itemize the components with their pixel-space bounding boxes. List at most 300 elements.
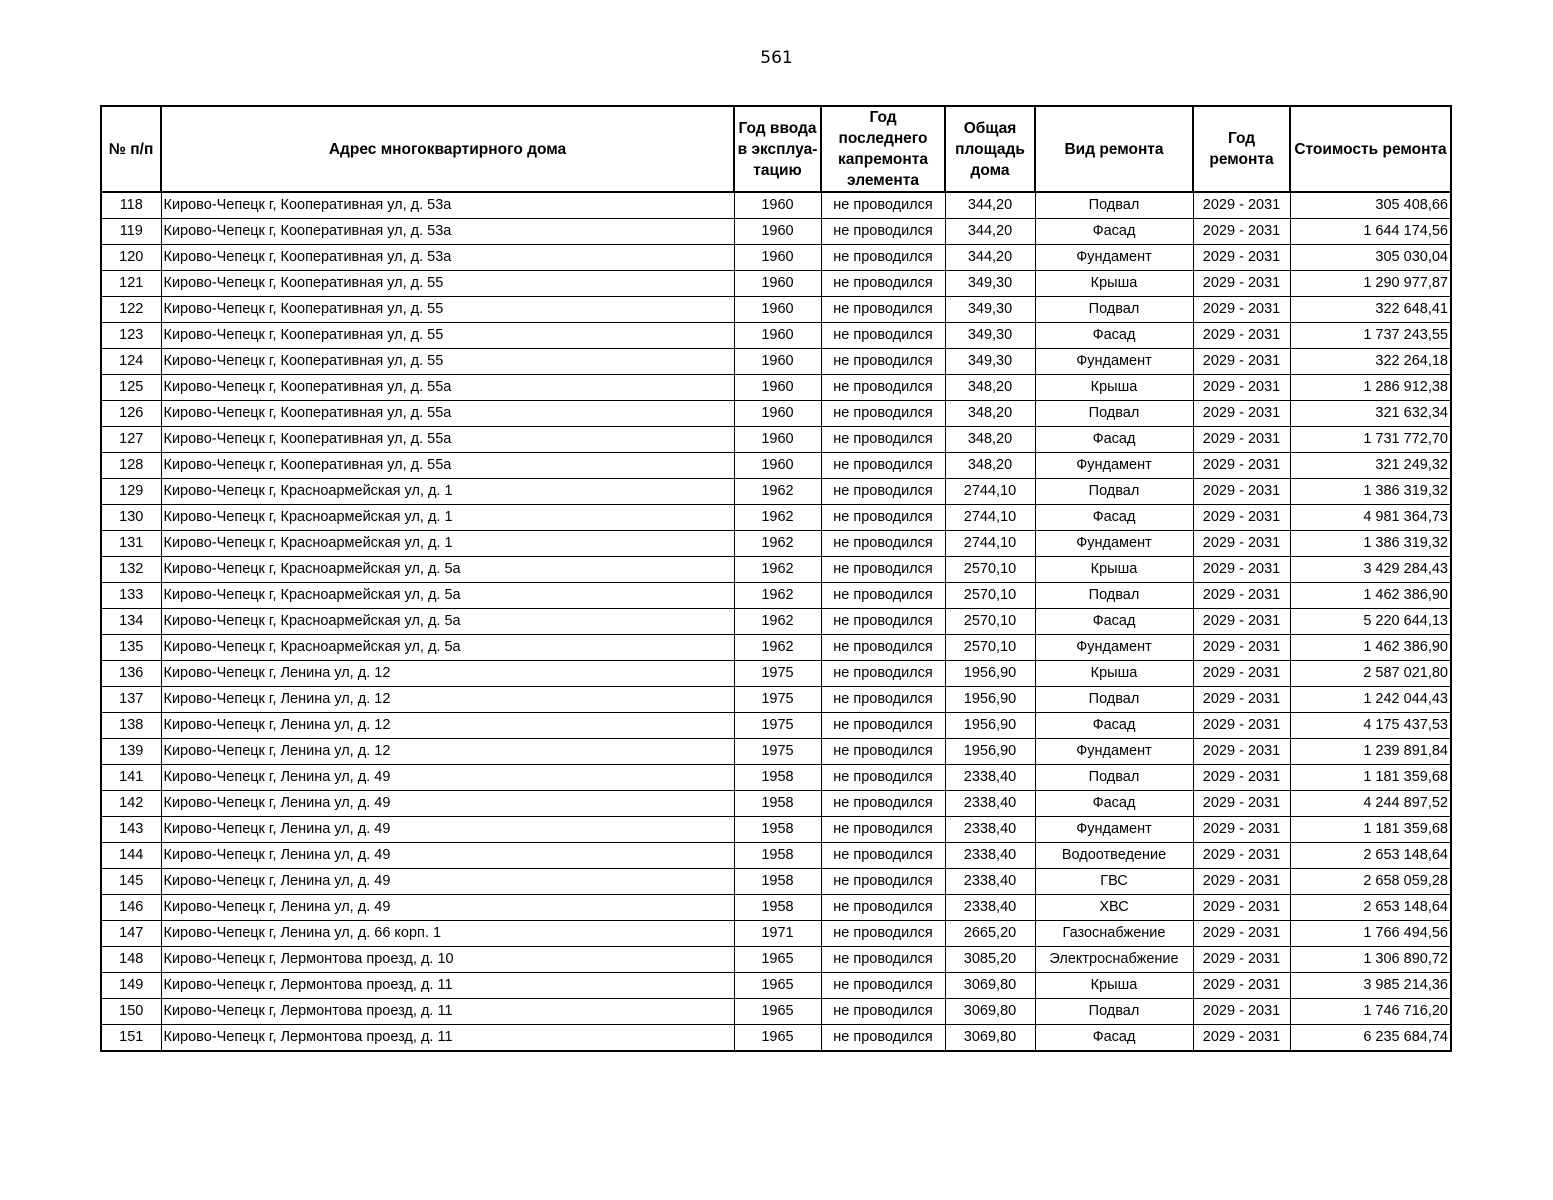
cell-number: 149 xyxy=(101,973,161,999)
cell-last-repair: не проводился xyxy=(821,192,945,219)
repair-schedule-table xyxy=(100,105,1452,1052)
cell-number: 127 xyxy=(101,427,161,453)
table-row xyxy=(101,739,1451,765)
cell-address: Кирово-Чепецк г, Ленина ул, д. 12 xyxy=(161,739,734,765)
cell-number: 141 xyxy=(101,765,161,791)
cell-commission-year: 1958 xyxy=(734,791,821,817)
header-repair-year: Год ремонта xyxy=(1193,106,1290,192)
header-repair-type: Вид ремонта xyxy=(1035,106,1193,192)
cell-commission-year: 1958 xyxy=(734,843,821,869)
cell-number: 137 xyxy=(101,687,161,713)
cell-last-repair: не проводился xyxy=(821,401,945,427)
cell-last-repair: не проводился xyxy=(821,609,945,635)
cell-last-repair: не проводился xyxy=(821,999,945,1025)
cell-repair-period: 2029 - 2031 xyxy=(1193,479,1290,505)
cell-commission-year: 1960 xyxy=(734,219,821,245)
cell-repair-type: Подвал xyxy=(1035,192,1193,219)
cell-commission-year: 1960 xyxy=(734,192,821,219)
cell-total-area: 349,30 xyxy=(945,271,1035,297)
cell-address: Кирово-Чепецк г, Ленина ул, д. 66 корп. 1 xyxy=(161,921,734,947)
cell-repair-period: 2029 - 2031 xyxy=(1193,453,1290,479)
table-row xyxy=(101,609,1451,635)
cell-repair-cost: 1 181 359,68 xyxy=(1290,817,1451,843)
cell-number: 129 xyxy=(101,479,161,505)
cell-commission-year: 1962 xyxy=(734,505,821,531)
cell-repair-type: Фундамент xyxy=(1035,739,1193,765)
cell-repair-period: 2029 - 2031 xyxy=(1193,791,1290,817)
cell-total-area: 1956,90 xyxy=(945,739,1035,765)
cell-repair-cost: 1 242 044,43 xyxy=(1290,687,1451,713)
cell-total-area: 2338,40 xyxy=(945,869,1035,895)
cell-number: 139 xyxy=(101,739,161,765)
cell-repair-cost: 1 386 319,32 xyxy=(1290,479,1451,505)
cell-repair-cost: 1 746 716,20 xyxy=(1290,999,1451,1025)
cell-total-area: 2744,10 xyxy=(945,505,1035,531)
cell-commission-year: 1965 xyxy=(734,1025,821,1052)
cell-number: 124 xyxy=(101,349,161,375)
cell-total-area: 2744,10 xyxy=(945,531,1035,557)
cell-address: Кирово-Чепецк г, Кооперативная ул, д. 55а xyxy=(161,453,734,479)
cell-total-area: 2570,10 xyxy=(945,557,1035,583)
cell-repair-type: Подвал xyxy=(1035,297,1193,323)
cell-number: 128 xyxy=(101,453,161,479)
cell-number: 147 xyxy=(101,921,161,947)
cell-repair-period: 2029 - 2031 xyxy=(1193,583,1290,609)
cell-last-repair: не проводился xyxy=(821,219,945,245)
cell-repair-type: Подвал xyxy=(1035,479,1193,505)
header-number: № п/п xyxy=(101,106,161,192)
cell-repair-cost: 1 462 386,90 xyxy=(1290,635,1451,661)
cell-commission-year: 1960 xyxy=(734,323,821,349)
cell-commission-year: 1962 xyxy=(734,479,821,505)
table-row xyxy=(101,765,1451,791)
cell-total-area: 2570,10 xyxy=(945,635,1035,661)
cell-total-area: 344,20 xyxy=(945,245,1035,271)
cell-repair-type: Фасад xyxy=(1035,505,1193,531)
cell-address: Кирово-Чепецк г, Ленина ул, д. 49 xyxy=(161,791,734,817)
cell-number: 131 xyxy=(101,531,161,557)
cell-total-area: 3069,80 xyxy=(945,999,1035,1025)
cell-address: Кирово-Чепецк г, Красноармейская ул, д. 1 xyxy=(161,505,734,531)
table-row xyxy=(101,453,1451,479)
cell-total-area: 3069,80 xyxy=(945,1025,1035,1052)
cell-last-repair: не проводился xyxy=(821,661,945,687)
table-row xyxy=(101,271,1451,297)
cell-commission-year: 1962 xyxy=(734,531,821,557)
table-header-row xyxy=(101,106,1451,192)
cell-commission-year: 1975 xyxy=(734,713,821,739)
cell-repair-cost: 1 766 494,56 xyxy=(1290,921,1451,947)
cell-address: Кирово-Чепецк г, Кооперативная ул, д. 55 xyxy=(161,349,734,375)
cell-total-area: 348,20 xyxy=(945,427,1035,453)
cell-repair-type: Крыша xyxy=(1035,271,1193,297)
cell-address: Кирово-Чепецк г, Ленина ул, д. 49 xyxy=(161,895,734,921)
cell-last-repair: не проводился xyxy=(821,1025,945,1052)
table-row xyxy=(101,1025,1451,1052)
table-row xyxy=(101,687,1451,713)
cell-repair-period: 2029 - 2031 xyxy=(1193,817,1290,843)
cell-address: Кирово-Чепецк г, Ленина ул, д. 49 xyxy=(161,843,734,869)
cell-address: Кирово-Чепецк г, Кооперативная ул, д. 53а xyxy=(161,219,734,245)
cell-repair-cost: 1 286 912,38 xyxy=(1290,375,1451,401)
cell-total-area: 348,20 xyxy=(945,375,1035,401)
cell-total-area: 2665,20 xyxy=(945,921,1035,947)
cell-repair-period: 2029 - 2031 xyxy=(1193,843,1290,869)
cell-commission-year: 1960 xyxy=(734,297,821,323)
cell-repair-period: 2029 - 2031 xyxy=(1193,1025,1290,1052)
cell-total-area: 2744,10 xyxy=(945,479,1035,505)
cell-repair-period: 2029 - 2031 xyxy=(1193,869,1290,895)
cell-last-repair: не проводился xyxy=(821,713,945,739)
table-row xyxy=(101,401,1451,427)
cell-repair-type: Крыша xyxy=(1035,973,1193,999)
cell-total-area: 349,30 xyxy=(945,349,1035,375)
cell-address: Кирово-Чепецк г, Кооперативная ул, д. 55 xyxy=(161,271,734,297)
cell-repair-type: ГВС xyxy=(1035,869,1193,895)
cell-repair-cost: 1 737 243,55 xyxy=(1290,323,1451,349)
cell-repair-period: 2029 - 2031 xyxy=(1193,505,1290,531)
cell-commission-year: 1960 xyxy=(734,245,821,271)
cell-commission-year: 1958 xyxy=(734,869,821,895)
cell-total-area: 1956,90 xyxy=(945,713,1035,739)
table-row xyxy=(101,245,1451,271)
cell-commission-year: 1960 xyxy=(734,375,821,401)
cell-repair-type: Водоотведение xyxy=(1035,843,1193,869)
cell-repair-type: Подвал xyxy=(1035,687,1193,713)
cell-repair-cost: 1 290 977,87 xyxy=(1290,271,1451,297)
cell-address: Кирово-Чепецк г, Красноармейская ул, д. 5а xyxy=(161,635,734,661)
cell-repair-period: 2029 - 2031 xyxy=(1193,349,1290,375)
cell-repair-cost: 1 306 890,72 xyxy=(1290,947,1451,973)
cell-repair-type: Подвал xyxy=(1035,401,1193,427)
cell-total-area: 2338,40 xyxy=(945,817,1035,843)
cell-commission-year: 1958 xyxy=(734,895,821,921)
cell-total-area: 2338,40 xyxy=(945,843,1035,869)
cell-repair-type: Фасад xyxy=(1035,791,1193,817)
cell-number: 145 xyxy=(101,869,161,895)
cell-address: Кирово-Чепецк г, Красноармейская ул, д. 5а xyxy=(161,583,734,609)
cell-number: 132 xyxy=(101,557,161,583)
cell-repair-period: 2029 - 2031 xyxy=(1193,713,1290,739)
cell-repair-period: 2029 - 2031 xyxy=(1193,739,1290,765)
cell-repair-cost: 321 249,32 xyxy=(1290,453,1451,479)
cell-last-repair: не проводился xyxy=(821,349,945,375)
table-body xyxy=(101,192,1451,1051)
cell-commission-year: 1975 xyxy=(734,661,821,687)
cell-last-repair: не проводился xyxy=(821,505,945,531)
cell-address: Кирово-Чепецк г, Красноармейская ул, д. 1 xyxy=(161,531,734,557)
cell-repair-cost: 1 181 359,68 xyxy=(1290,765,1451,791)
cell-repair-period: 2029 - 2031 xyxy=(1193,635,1290,661)
cell-number: 142 xyxy=(101,791,161,817)
cell-commission-year: 1962 xyxy=(734,635,821,661)
cell-last-repair: не проводился xyxy=(821,557,945,583)
cell-address: Кирово-Чепецк г, Лермонтова проезд, д. 11 xyxy=(161,999,734,1025)
cell-address: Кирово-Чепецк г, Кооперативная ул, д. 55 xyxy=(161,323,734,349)
cell-repair-cost: 3 429 284,43 xyxy=(1290,557,1451,583)
cell-repair-cost: 4 981 364,73 xyxy=(1290,505,1451,531)
cell-total-area: 2338,40 xyxy=(945,791,1035,817)
cell-repair-period: 2029 - 2031 xyxy=(1193,765,1290,791)
cell-last-repair: не проводился xyxy=(821,323,945,349)
cell-number: 138 xyxy=(101,713,161,739)
cell-total-area: 349,30 xyxy=(945,323,1035,349)
cell-total-area: 344,20 xyxy=(945,219,1035,245)
cell-address: Кирово-Чепецк г, Кооперативная ул, д. 53а xyxy=(161,192,734,219)
cell-commission-year: 1962 xyxy=(734,583,821,609)
cell-address: Кирово-Чепецк г, Кооперативная ул, д. 53а xyxy=(161,245,734,271)
cell-address: Кирово-Чепецк г, Ленина ул, д. 12 xyxy=(161,661,734,687)
cell-commission-year: 1975 xyxy=(734,687,821,713)
cell-commission-year: 1960 xyxy=(734,401,821,427)
cell-commission-year: 1958 xyxy=(734,765,821,791)
cell-number: 144 xyxy=(101,843,161,869)
cell-repair-period: 2029 - 2031 xyxy=(1193,219,1290,245)
cell-number: 133 xyxy=(101,583,161,609)
cell-repair-period: 2029 - 2031 xyxy=(1193,921,1290,947)
cell-address: Кирово-Чепецк г, Кооперативная ул, д. 55а xyxy=(161,427,734,453)
cell-number: 120 xyxy=(101,245,161,271)
cell-repair-period: 2029 - 2031 xyxy=(1193,557,1290,583)
cell-repair-period: 2029 - 2031 xyxy=(1193,375,1290,401)
cell-repair-cost: 2 653 148,64 xyxy=(1290,895,1451,921)
cell-last-repair: не проводился xyxy=(821,739,945,765)
cell-last-repair: не проводился xyxy=(821,271,945,297)
cell-number: 119 xyxy=(101,219,161,245)
cell-commission-year: 1965 xyxy=(734,999,821,1025)
cell-commission-year: 1958 xyxy=(734,817,821,843)
cell-number: 150 xyxy=(101,999,161,1025)
table-row xyxy=(101,869,1451,895)
cell-repair-type: Фундамент xyxy=(1035,531,1193,557)
table-row xyxy=(101,661,1451,687)
cell-repair-period: 2029 - 2031 xyxy=(1193,609,1290,635)
table-row xyxy=(101,427,1451,453)
cell-repair-period: 2029 - 2031 xyxy=(1193,245,1290,271)
cell-commission-year: 1960 xyxy=(734,271,821,297)
cell-repair-type: Фундамент xyxy=(1035,817,1193,843)
table-row xyxy=(101,297,1451,323)
cell-repair-type: Фундамент xyxy=(1035,349,1193,375)
cell-repair-period: 2029 - 2031 xyxy=(1193,297,1290,323)
cell-repair-period: 2029 - 2031 xyxy=(1193,323,1290,349)
cell-number: 122 xyxy=(101,297,161,323)
cell-repair-period: 2029 - 2031 xyxy=(1193,687,1290,713)
cell-number: 121 xyxy=(101,271,161,297)
cell-total-area: 2338,40 xyxy=(945,895,1035,921)
cell-repair-cost: 1 239 891,84 xyxy=(1290,739,1451,765)
table-row xyxy=(101,323,1451,349)
cell-repair-type: Фасад xyxy=(1035,323,1193,349)
cell-address: Кирово-Чепецк г, Кооперативная ул, д. 55 xyxy=(161,297,734,323)
cell-repair-type: Фасад xyxy=(1035,1025,1193,1052)
cell-total-area: 3069,80 xyxy=(945,973,1035,999)
cell-repair-cost: 3 985 214,36 xyxy=(1290,973,1451,999)
table-row xyxy=(101,999,1451,1025)
header-commission-year: Год ввода в эксплуа-тацию xyxy=(734,106,821,192)
cell-last-repair: не проводился xyxy=(821,479,945,505)
table-row xyxy=(101,505,1451,531)
cell-total-area: 348,20 xyxy=(945,453,1035,479)
cell-last-repair: не проводился xyxy=(821,947,945,973)
cell-number: 134 xyxy=(101,609,161,635)
cell-last-repair: не проводился xyxy=(821,791,945,817)
table-row xyxy=(101,635,1451,661)
cell-address: Кирово-Чепецк г, Ленина ул, д. 49 xyxy=(161,817,734,843)
cell-last-repair: не проводился xyxy=(821,895,945,921)
cell-repair-period: 2029 - 2031 xyxy=(1193,192,1290,219)
cell-last-repair: не проводился xyxy=(821,375,945,401)
cell-number: 125 xyxy=(101,375,161,401)
cell-last-repair: не проводился xyxy=(821,869,945,895)
cell-address: Кирово-Чепецк г, Лермонтова проезд, д. 11 xyxy=(161,1025,734,1052)
cell-last-repair: не проводился xyxy=(821,583,945,609)
cell-address: Кирово-Чепецк г, Красноармейская ул, д. 1 xyxy=(161,479,734,505)
cell-total-area: 1956,90 xyxy=(945,661,1035,687)
cell-commission-year: 1965 xyxy=(734,947,821,973)
cell-repair-cost: 4 244 897,52 xyxy=(1290,791,1451,817)
cell-total-area: 2570,10 xyxy=(945,609,1035,635)
cell-number: 126 xyxy=(101,401,161,427)
cell-repair-cost: 321 632,34 xyxy=(1290,401,1451,427)
cell-total-area: 2570,10 xyxy=(945,583,1035,609)
cell-commission-year: 1960 xyxy=(734,427,821,453)
cell-repair-type: Фасад xyxy=(1035,427,1193,453)
cell-repair-period: 2029 - 2031 xyxy=(1193,973,1290,999)
table-row xyxy=(101,479,1451,505)
cell-repair-type: Крыша xyxy=(1035,375,1193,401)
cell-commission-year: 1962 xyxy=(734,609,821,635)
cell-number: 136 xyxy=(101,661,161,687)
cell-last-repair: не проводился xyxy=(821,973,945,999)
table-row xyxy=(101,713,1451,739)
cell-repair-period: 2029 - 2031 xyxy=(1193,271,1290,297)
cell-repair-type: Подвал xyxy=(1035,999,1193,1025)
cell-repair-cost: 2 658 059,28 xyxy=(1290,869,1451,895)
table-row xyxy=(101,947,1451,973)
cell-repair-cost: 322 264,18 xyxy=(1290,349,1451,375)
header-repair-cost: Стоимость ремонта xyxy=(1290,106,1451,192)
cell-address: Кирово-Чепецк г, Красноармейская ул, д. 5а xyxy=(161,557,734,583)
cell-number: 118 xyxy=(101,192,161,219)
cell-repair-type: Подвал xyxy=(1035,765,1193,791)
cell-number: 135 xyxy=(101,635,161,661)
cell-repair-cost: 4 175 437,53 xyxy=(1290,713,1451,739)
table-row xyxy=(101,973,1451,999)
cell-repair-type: Фасад xyxy=(1035,609,1193,635)
cell-total-area: 349,30 xyxy=(945,297,1035,323)
cell-repair-period: 2029 - 2031 xyxy=(1193,531,1290,557)
table-row xyxy=(101,219,1451,245)
cell-address: Кирово-Чепецк г, Ленина ул, д. 12 xyxy=(161,687,734,713)
cell-last-repair: не проводился xyxy=(821,453,945,479)
cell-repair-cost: 305 030,04 xyxy=(1290,245,1451,271)
cell-last-repair: не проводился xyxy=(821,817,945,843)
table-row xyxy=(101,583,1451,609)
cell-last-repair: не проводился xyxy=(821,427,945,453)
table-row xyxy=(101,843,1451,869)
cell-address: Кирово-Чепецк г, Красноармейская ул, д. 5а xyxy=(161,609,734,635)
cell-repair-cost: 2 587 021,80 xyxy=(1290,661,1451,687)
cell-repair-type: Крыша xyxy=(1035,661,1193,687)
cell-repair-cost: 1 386 319,32 xyxy=(1290,531,1451,557)
cell-repair-type: Газоснабжение xyxy=(1035,921,1193,947)
cell-address: Кирово-Чепецк г, Лермонтова проезд, д. 11 xyxy=(161,973,734,999)
cell-number: 148 xyxy=(101,947,161,973)
page-number: 561 xyxy=(760,48,793,68)
cell-number: 123 xyxy=(101,323,161,349)
table-row xyxy=(101,349,1451,375)
cell-commission-year: 1965 xyxy=(734,973,821,999)
cell-last-repair: не проводился xyxy=(821,635,945,661)
table-row xyxy=(101,791,1451,817)
cell-number: 151 xyxy=(101,1025,161,1052)
table-row xyxy=(101,817,1451,843)
header-last-repair-year: Год последнего капремонта элемента xyxy=(821,106,945,192)
cell-total-area: 344,20 xyxy=(945,192,1035,219)
cell-repair-cost: 6 235 684,74 xyxy=(1290,1025,1451,1052)
cell-repair-type: Крыша xyxy=(1035,557,1193,583)
cell-last-repair: не проводился xyxy=(821,245,945,271)
cell-commission-year: 1960 xyxy=(734,349,821,375)
cell-last-repair: не проводился xyxy=(821,297,945,323)
cell-address: Кирово-Чепецк г, Ленина ул, д. 49 xyxy=(161,869,734,895)
cell-total-area: 2338,40 xyxy=(945,765,1035,791)
cell-address: Кирово-Чепецк г, Ленина ул, д. 12 xyxy=(161,713,734,739)
cell-repair-cost: 1 644 174,56 xyxy=(1290,219,1451,245)
cell-last-repair: не проводился xyxy=(821,843,945,869)
cell-total-area: 3085,20 xyxy=(945,947,1035,973)
table-row xyxy=(101,895,1451,921)
cell-total-area: 1956,90 xyxy=(945,687,1035,713)
cell-total-area: 348,20 xyxy=(945,401,1035,427)
table-row xyxy=(101,192,1451,219)
cell-commission-year: 1975 xyxy=(734,739,821,765)
header-address: Адрес многоквартирного дома xyxy=(161,106,734,192)
cell-repair-cost: 305 408,66 xyxy=(1290,192,1451,219)
cell-last-repair: не проводился xyxy=(821,921,945,947)
cell-repair-period: 2029 - 2031 xyxy=(1193,401,1290,427)
cell-repair-cost: 2 653 148,64 xyxy=(1290,843,1451,869)
cell-repair-cost: 1 462 386,90 xyxy=(1290,583,1451,609)
cell-repair-cost: 322 648,41 xyxy=(1290,297,1451,323)
cell-last-repair: не проводился xyxy=(821,687,945,713)
cell-repair-type: Подвал xyxy=(1035,583,1193,609)
cell-repair-type: Фундамент xyxy=(1035,635,1193,661)
cell-address: Кирово-Чепецк г, Лермонтова проезд, д. 10 xyxy=(161,947,734,973)
header-total-area: Общая площадь дома xyxy=(945,106,1035,192)
cell-repair-cost: 5 220 644,13 xyxy=(1290,609,1451,635)
cell-repair-type: Фасад xyxy=(1035,713,1193,739)
cell-repair-period: 2029 - 2031 xyxy=(1193,661,1290,687)
cell-number: 146 xyxy=(101,895,161,921)
cell-repair-period: 2029 - 2031 xyxy=(1193,947,1290,973)
cell-repair-cost: 1 731 772,70 xyxy=(1290,427,1451,453)
cell-repair-type: Электроснабжение xyxy=(1035,947,1193,973)
cell-last-repair: не проводился xyxy=(821,765,945,791)
table-row xyxy=(101,557,1451,583)
table-row xyxy=(101,531,1451,557)
cell-commission-year: 1971 xyxy=(734,921,821,947)
cell-number: 130 xyxy=(101,505,161,531)
cell-repair-period: 2029 - 2031 xyxy=(1193,895,1290,921)
cell-repair-type: Фундамент xyxy=(1035,453,1193,479)
table-row xyxy=(101,375,1451,401)
cell-repair-period: 2029 - 2031 xyxy=(1193,999,1290,1025)
cell-number: 143 xyxy=(101,817,161,843)
cell-address: Кирово-Чепецк г, Кооперативная ул, д. 55а xyxy=(161,375,734,401)
cell-commission-year: 1962 xyxy=(734,557,821,583)
